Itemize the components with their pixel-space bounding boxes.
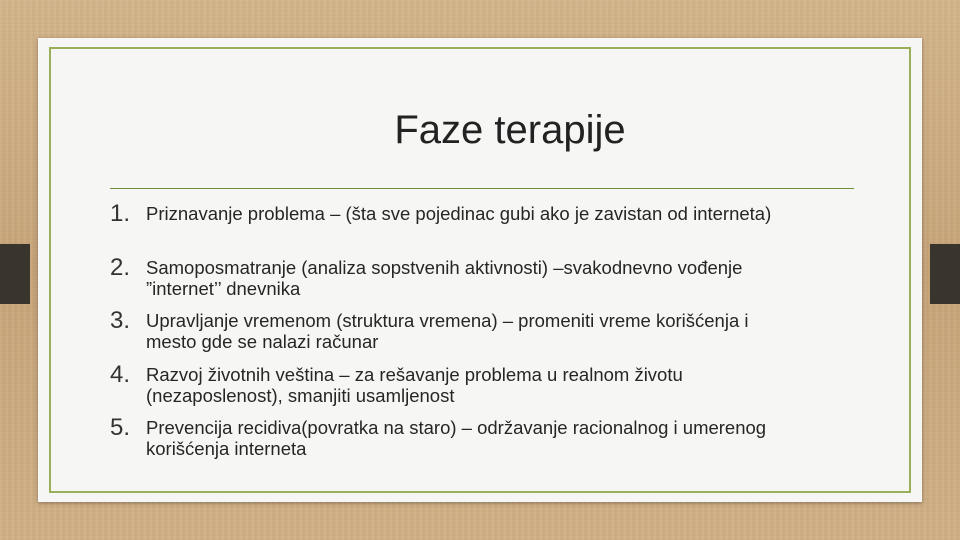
- therapy-phases-list: [110, 202, 790, 470]
- list-item: [110, 416, 790, 470]
- list-item-number: 1.: [110, 200, 131, 227]
- slide-card: [38, 38, 922, 502]
- slide-title: Faze terapije: [394, 108, 626, 152]
- list-item: [110, 202, 790, 256]
- list-item-number: 4.: [110, 360, 131, 388]
- list-item-number: 5.: [110, 414, 131, 441]
- title-divider: [110, 188, 854, 189]
- list-item: [110, 360, 790, 417]
- left-side-tab: [0, 244, 30, 304]
- list-item-text: Upravljanje vremenom (struktura vremena) – promeniti vreme korišćenja i mesto gde se nalazi računar: [146, 310, 749, 352]
- list-item-text: Razvoj životnih veština – za rešavanje problema u realnom životu (nezaposlenost), smanjiti usamljenost: [146, 363, 683, 406]
- list-item-text: Prevencija recidiva(povratka na staro) – održavanje racionalnog i umerenog korišćenja interneta: [146, 417, 767, 459]
- list-item: [110, 309, 790, 363]
- list-item-text: Priznavanje problema – (šta sve pojedinac gubi ako je zavistan od interneta): [146, 203, 772, 224]
- list-item-number: 3.: [110, 307, 131, 334]
- list-item-number: 2.: [110, 253, 131, 281]
- list-item-text: Samoposmatranje (analiza sopstvenih aktivnosti) –svakodnevno vođenje ”internet’’ dnevnika: [146, 256, 743, 299]
- right-side-tab: [930, 244, 960, 304]
- list-item: [110, 253, 790, 310]
